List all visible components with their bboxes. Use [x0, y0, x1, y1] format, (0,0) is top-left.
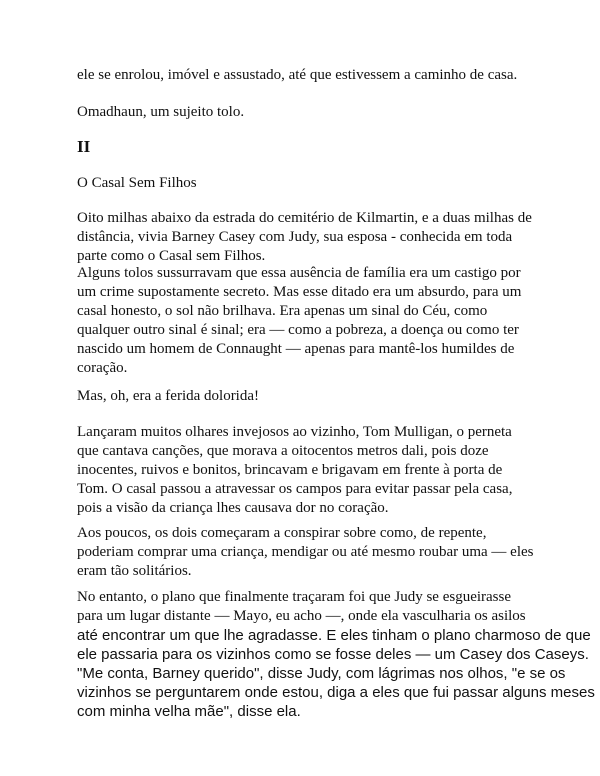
paragraph-5	[77, 524, 547, 581]
paragraph-1	[77, 209, 547, 266]
text-line: ele passaria para os vizinhos como se fosse deles — um Casey dos Caseys.	[77, 646, 589, 663]
text-line: parte como o Casal sem Filhos.	[77, 248, 266, 264]
paragraph-3	[77, 387, 547, 406]
text-line: até encontrar um que lhe agradasse. E eles tinham o plano charmoso de que	[77, 627, 591, 644]
tagline-paragraph	[77, 103, 547, 122]
paragraph-4	[77, 423, 547, 518]
text-line: vizinhos se perguntarem onde estou, diga a eles que fui passar alguns meses	[77, 684, 595, 701]
section-numeral: II	[77, 137, 91, 156]
text-line: ele se enrolou, imóvel e assustado, até que estivessem a caminho de casa.	[77, 67, 518, 83]
text-line: Aos poucos, os dois começaram a conspirar sobre como, de repente,	[77, 525, 487, 541]
paragraph-6	[77, 588, 595, 721]
text-line: eram tão solitários.	[77, 563, 192, 579]
text-line: Oito milhas abaixo da estrada do cemitério de Kilmartin, e a duas milhas de	[77, 210, 532, 226]
text-line: No entanto, o plano que finalmente traçaram foi que Judy se esgueirasse	[77, 589, 512, 605]
text-line: inocentes, ruivos e bonitos, brincavam e brigavam em frente à porta de	[77, 462, 503, 478]
top-fragment-paragraph	[77, 66, 547, 85]
text-line: Tom. O casal passou a atravessar os campos para evitar passar pela casa,	[77, 481, 513, 497]
text-line: casal honesto, o sol não brilhava. Era apenas um sinal do Céu, como	[77, 303, 488, 319]
text-line: distância, vivia Barney Casey com Judy, sua esposa - conhecida em toda	[77, 229, 513, 245]
text-line: com minha velha mãe", disse ela.	[77, 703, 301, 720]
text-line: qualquer outro sinal é sinal; era — como a pobreza, a doença ou como ter	[77, 322, 519, 338]
text-line: Alguns tolos sussurravam que essa ausência de família era um castigo por	[77, 265, 521, 281]
paragraph-2	[77, 264, 547, 378]
text-line: coração.	[77, 360, 128, 376]
text-line: "Me conta, Barney querido", disse Judy, com lágrimas nos olhos, "e se os	[77, 665, 566, 682]
text-line: O Casal Sem Filhos	[77, 175, 197, 191]
text-line: Lançaram muitos olhares invejosos ao vizinho, Tom Mulligan, o perneta	[77, 424, 512, 440]
text-line: pois a visão da criança lhes causava dor no coração.	[77, 500, 389, 516]
text-line: nascido um homem de Connaught — apenas para mantê-los humildes de	[77, 341, 515, 357]
text-line: Mas, oh, era a ferida dolorida!	[77, 388, 260, 404]
text-line: um crime supostamente secreto. Mas esse ditado era um absurdo, para um	[77, 284, 522, 300]
text-line: para um lugar distante — Mayo, eu acho —, onde ela vasculharia os asilos	[77, 608, 526, 624]
text-line: Omadhaun, um sujeito tolo.	[77, 104, 245, 120]
text-line: poderiam comprar uma criança, mendigar ou até mesmo roubar uma — eles	[77, 544, 534, 560]
chapter-title	[77, 174, 547, 193]
text-line: que cantava canções, que morava a oitocentos metros dali, pois doze	[77, 443, 489, 459]
